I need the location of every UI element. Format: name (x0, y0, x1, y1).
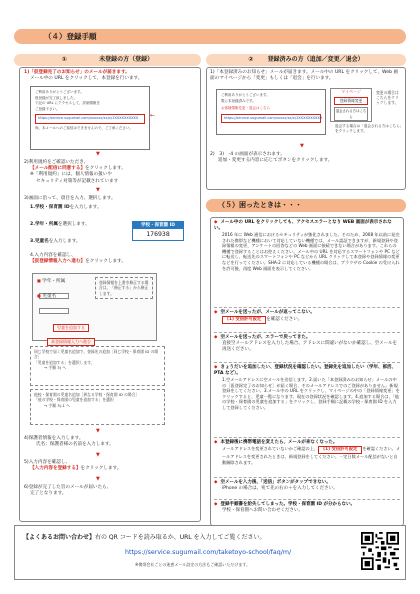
email-line: ご利用ありがとうございます。 (221, 93, 270, 97)
terms-note-b: セキュリティ対策等が記載されています (36, 178, 119, 184)
email-line: お客様情報変更・退会はこちら (221, 106, 270, 110)
school-id-value: 176938 (146, 230, 170, 238)
faq-note: ※携帯会社ごとの迷惑メール設定の方法もご確認いただけます。 (135, 562, 250, 567)
left-step-4-text: 4)保護者情報を入力します。 (24, 436, 84, 441)
qr-code-icon[interactable] (361, 532, 399, 570)
left-step-6-text: 6)登録が完了した旨のメールが届いたら、 (24, 485, 112, 490)
page-title: （４）登録手順 (14, 29, 406, 44)
mypage-link[interactable]: https://service.sugumail.com/xxxxx/xx/x/1XXXXXXXXXX (221, 114, 321, 124)
faq-divider (214, 499, 400, 500)
overwrite-note: 登録情報を上書き修正する場合は、「修正する」から修正します。 (95, 277, 153, 299)
step-3-2-text: を選択します。 (57, 222, 90, 227)
unregistered-header-label: 未登録の方（登録） (99, 56, 154, 63)
edit-info-button[interactable]: 登録情報変更 (334, 97, 368, 105)
left-step-3-text: 3)画面に沿って、項目を入力、選択します。 (24, 196, 116, 201)
diamond-icon: ◆ (214, 440, 218, 445)
faq-item-no-reply (214, 310, 400, 324)
faq-item-lost-guide (214, 502, 400, 514)
school-id-card-label: 学校・保育園 ID (133, 222, 183, 229)
school-id-label: 1.学校・保育園 ID (30, 205, 70, 210)
faq-item-error-bounce (214, 335, 400, 353)
faq-footer (14, 525, 406, 580)
registered-header-num: ② (248, 56, 254, 63)
email-line: ご登録下さい。 (35, 106, 60, 111)
email-line: ご利用ありがとうございます。 (35, 90, 84, 94)
faq-divider (214, 362, 400, 363)
troubleshooting-header: （５）困ったときは・・・ (206, 199, 406, 212)
proceed-registration-button[interactable]: 本登録情報入力へ進む (47, 338, 95, 346)
left-step-4-text-b: 氏名：保護者様の名前を入力します。 (36, 442, 114, 448)
right-step-2-text: 2) 3) -4 の画面が表示されます。 (210, 152, 285, 157)
faq-question: 空メールを送ったが、メールが返ってこない。 (220, 310, 315, 315)
faq-question: 空メールを送ったが、エラーで戻ってきた。 (220, 335, 311, 340)
unsubscribe-button[interactable]: 退会される方はこちら (335, 109, 367, 119)
other-school-note-line: 他校・保育園の児童名追加［異なる学校・保育園 ID の場合］ (34, 392, 140, 397)
step-3-3-text: を入力します。 (48, 239, 81, 244)
faq-item-access-error (214, 220, 400, 271)
down-arrow-icon: ▼ (96, 151, 100, 157)
email-line: 下記の URL にアクセスして、詳細情報を (35, 101, 100, 105)
same-school-note-line: → 手順 3) へ (44, 365, 67, 371)
down-arrow-icon: ▼ (300, 143, 304, 149)
faq-divider (214, 437, 400, 438)
form-preview: ■ 学年・所属 ■ 児童名 登録情報を上書き修正する場合は、「修正する」から修正します。 児童を追加する 本登録情報入力へ進む (32, 273, 157, 341)
same-school-note-line: 「児童を追加する」を選択します。 (34, 359, 95, 365)
faq-item-phone-change (214, 440, 400, 465)
other-school-note (30, 389, 165, 425)
faq-question: メール中の URL をクリックしても、アクセスエラーとなり WEB 画面が表示されない。 (214, 220, 392, 231)
faq-item-send-button (214, 480, 400, 492)
faq-question: きょうだいを追加したい、登録状況を確認したい。登録先を追加したい（学年、部活、PTA など）。 (214, 365, 396, 376)
mypage-preview (330, 88, 372, 122)
faq-answer: 直接空メールアドレスを入力した場合、アドレスに間違いがないか確認し、空メールを再送ください。 (222, 341, 398, 352)
faq-question: 登録手順書を紛失してしまった。学校・保育園 ID が分からない。 (220, 502, 356, 507)
other-school-note-line: 「他の学校・保育園の児童を追加する」を選択 (34, 397, 114, 403)
unregistered-header (14, 54, 201, 66)
unregistered-header-num: ① (61, 56, 67, 63)
child-name-label: 3.児童名 (30, 239, 49, 244)
email-line: 仮登録が完了致しました。 (35, 95, 77, 100)
faq-answer: を確認ください。 (266, 317, 303, 322)
edit-info-note: 変更の場合はこちらをクリックします。 (376, 90, 399, 105)
step-3-4 (30, 253, 180, 265)
down-arrow-icon: ▼ (96, 187, 100, 193)
mypage-title: マイページ (341, 89, 361, 94)
provisional-email-preview (30, 86, 150, 150)
faq-answer-b: を確認ください。メールアドレスを変更されたときは、新規登録をしてください。一定日数メール配信がないと自動解除されます。 (222, 446, 401, 465)
email-line: 尚、本メールへのご返信はできませんので、ご了承ください。 (35, 125, 133, 130)
registered-header (206, 54, 406, 66)
school-id-card (132, 221, 184, 241)
faq-divider (214, 477, 400, 478)
faq-url-link[interactable]: https://service.sugumail.com/taketoyo-school/faq/m/ (125, 549, 292, 556)
left-step-6-text-b: 完了となります。 (30, 491, 67, 497)
left-step-2 (24, 160, 196, 185)
faq-answer: 2016 年に Web 通信におけるセキュリティが強化されました。そのため、2008 年以前に発売された携帯など機種において対応していない機種では、メール認証できますが、新規登録や登録情報の変更、アンケートの回答などの Web 画面に接続できない場合があります。これらの機種で登録することはお控えください。メール中の URL を対応するスマートフォンや PC などに転送し、転送先のスマートフォンや PC などから URL クリックして本登録や登録情報の変更などを行ってください。SHA-2 に対応している機種の場合は、ブラウザの Cookie の受け入れを許可後、再度 Web 画面を表示してください。 (222, 232, 400, 271)
faq-divider (214, 332, 400, 333)
down-arrow-icon: ▼ (96, 452, 100, 458)
step-3-4-text: 4.入力内容を確認し、 (30, 253, 76, 258)
add-child-button[interactable]: 児童を追加する (53, 324, 89, 332)
registration-link[interactable]: https://service.sugumail.com/xxxxxx/xx/x/1XXXXXXXXXX (35, 114, 145, 124)
grade-label: 2.学年・所属 (30, 222, 58, 227)
faq-answer: 1.空メールアドレスに空メールを送信します。2.届いた「本登録済みのお知らせ」メールの中の［仮登録完了のお知らせ］が届く場合、そのメールアドレスでのご登録がありません。新規登録をしてください。3.メール中の URL をクリックし、マイページの中の「登録情報変更」をクリックすると、児童一覧になります。現在の登録状況を確認します。4.追加する場合は、「他の学校・保育園の児童を追加する」をクリックし、登録手順に記載の学校・保育園 ID を入力して登録してください。 (222, 377, 400, 410)
left-step-5-text-b: をクリックします。 (80, 466, 122, 472)
receive-setting-badge: (1) 受信許可設定 (318, 446, 362, 454)
left-step-2-text-b: をクリックします。 (85, 166, 126, 172)
same-school-note-line: 同じ学校で届く児童名追加で、登録先の追加［同じ学校・保育園 ID の場合］ (34, 349, 159, 360)
right-step-2 (210, 152, 402, 164)
step-3-1-text: を入力します。 (69, 205, 102, 210)
faq-question: 本登録後に携帯電話を変えたら、メールが来なくなった。 (220, 440, 338, 445)
left-step-5-text: 5)入力内容を確認し、 (24, 460, 71, 465)
agree-button-label: 【メール配信に同意する】 (30, 166, 86, 172)
step-3-4-text-b: をクリックします。 (85, 259, 126, 265)
left-step-3 (24, 196, 196, 202)
diamond-icon: ◆ (214, 502, 218, 507)
email-line: 既に本登録済みです。 (221, 98, 256, 103)
faq-item-add-sibling (214, 365, 400, 411)
other-school-note-line: → 手順 3)-1 へ (44, 402, 70, 408)
faq-answer: iPhone の場合は、宛て先の右の＋を入力してください。 (222, 486, 338, 491)
down-arrow-icon: ▼ (96, 428, 100, 434)
form-grade-label: 学年・所属 (42, 279, 66, 284)
registered-email-preview (216, 89, 326, 135)
left-step-4 (24, 436, 196, 448)
pointer-arrow-icon: ← (150, 112, 156, 119)
diamond-icon: ◆ (214, 480, 218, 485)
faq-answer: メールアドレスを変更されていないかご確認の上、 (222, 446, 319, 451)
proceed-button-label: 【仮登録情報入力へ進む】 (30, 259, 86, 265)
faq-prompt-bold: 【よくあるお問い合わせ】 (23, 534, 96, 541)
left-step-2-text: 2)利用規約をご確認いただき、 (24, 160, 89, 165)
terms-note: ※「利用規約」には、個人情報の扱いや (30, 172, 112, 178)
faq-prompt (23, 534, 266, 542)
unsubscribe-note: 退会する場合は「退会される方はこちら」をクリックします。 (335, 124, 402, 133)
receive-setting-badge: (1) 受信許可設定 (222, 316, 266, 324)
left-step-5 (24, 460, 196, 472)
down-arrow-icon: ▼ (96, 476, 100, 482)
faq-question: 空メールを入力後、「送信」ボタンがタップできない。 (220, 480, 331, 485)
register-button-label: 【入力内容を登録する】 (30, 466, 81, 472)
left-step-6 (24, 485, 196, 497)
diamond-icon: ◆ (214, 365, 218, 370)
faq-divider (214, 307, 400, 308)
left-step-1 (24, 70, 196, 82)
form-child-name-label: 児童名 (42, 294, 57, 299)
diamond-icon: ◆ (214, 310, 218, 315)
same-school-note (30, 346, 165, 386)
diamond-icon: ◆ (214, 335, 218, 340)
right-step-1: 1)「本登録済みのお知らせ」メールが届きます。メール中の URL をクリックして、Web 画面のマイページから「変更」もしくは「退会」を行います。 (210, 70, 399, 82)
faq-answer: 学校・保育園へお問い合わせください。 (222, 508, 303, 513)
left-step-1-text: メール中の URL をクリックして、本登録を行います。 (30, 76, 143, 82)
child-name-field[interactable] (39, 308, 69, 314)
registered-header-label: 登録済みの方（追加／変更／退会） (267, 56, 364, 63)
right-step-2-text-b: 追加・変更する内容に応じてボタンをクリックします。 (218, 158, 333, 164)
left-step-1-title: 1)「仮登録完了のお知らせ」のメールが届きます。 (24, 70, 130, 75)
step-3-1 (30, 205, 150, 211)
faq-prompt-text: 右の QR コードを読み取るか、URL を入力してご覧ください。 (95, 534, 266, 541)
diamond-icon: ◆ (214, 220, 218, 225)
